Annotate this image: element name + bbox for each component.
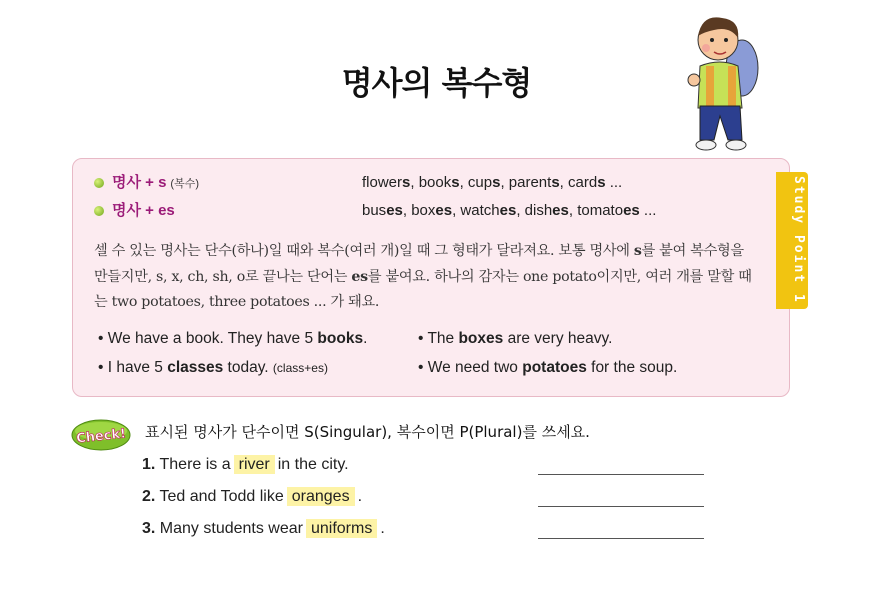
check-instruction: 표시된 명사가 단수이면 S(Singular), 복수이면 P(Plural)를 쓰세요.: [145, 423, 590, 441]
question-item: 2. Ted and Todd like oranges .: [142, 488, 363, 505]
highlighted-noun: river: [234, 455, 275, 474]
study-point-label: Study Point 1: [791, 176, 806, 304]
question-item: 1. There is a river in the city.: [142, 456, 349, 473]
rule-label: 명사 + es: [112, 202, 175, 219]
answer-line[interactable]: [538, 506, 704, 507]
example-sentence: • The boxes are very heavy.: [418, 330, 613, 347]
page-title: 명사의 복수형: [341, 64, 532, 102]
answer-line[interactable]: [538, 474, 704, 475]
bullet-dot-icon: [94, 206, 104, 216]
check-badge-icon: [71, 417, 131, 451]
answer-line[interactable]: [538, 538, 704, 539]
question-item: 3. Many students wear uniforms .: [142, 520, 385, 537]
rule-examples: flowers, books, cups, parents, cards ...: [362, 174, 623, 191]
student-illustration: [670, 8, 770, 158]
rule-label: 명사 + s (복수): [112, 174, 199, 191]
explanation-text: 셀 수 있는 명사는 단수(하나)일 때와 복수(여러 개)일 때 그 형태가 달라져요. 보통 명사에 s를 붙여 복수형을 만들지만, s, x, ch, sh, o로 끝나는 단어는 es를 붙여요. 하나의 감자는 one potato이지만, 여러 개를 말할 때는 two potatoes, three potatoes ... 가 돼요.: [94, 243, 752, 310]
rule-examples: buses, boxes, watches, dishes, tomatoes ...: [362, 202, 657, 219]
bullet-dot-icon: [94, 178, 104, 188]
example-sentence: • I have 5 classes today. (class+es): [98, 359, 328, 376]
example-sentence: • We need two potatoes for the soup.: [418, 359, 678, 376]
example-sentence: • We have a book. They have 5 books.: [98, 330, 368, 347]
highlighted-noun: uniforms: [306, 519, 377, 538]
highlighted-noun: oranges: [287, 487, 355, 506]
check-badge-label: Check!: [75, 426, 127, 447]
